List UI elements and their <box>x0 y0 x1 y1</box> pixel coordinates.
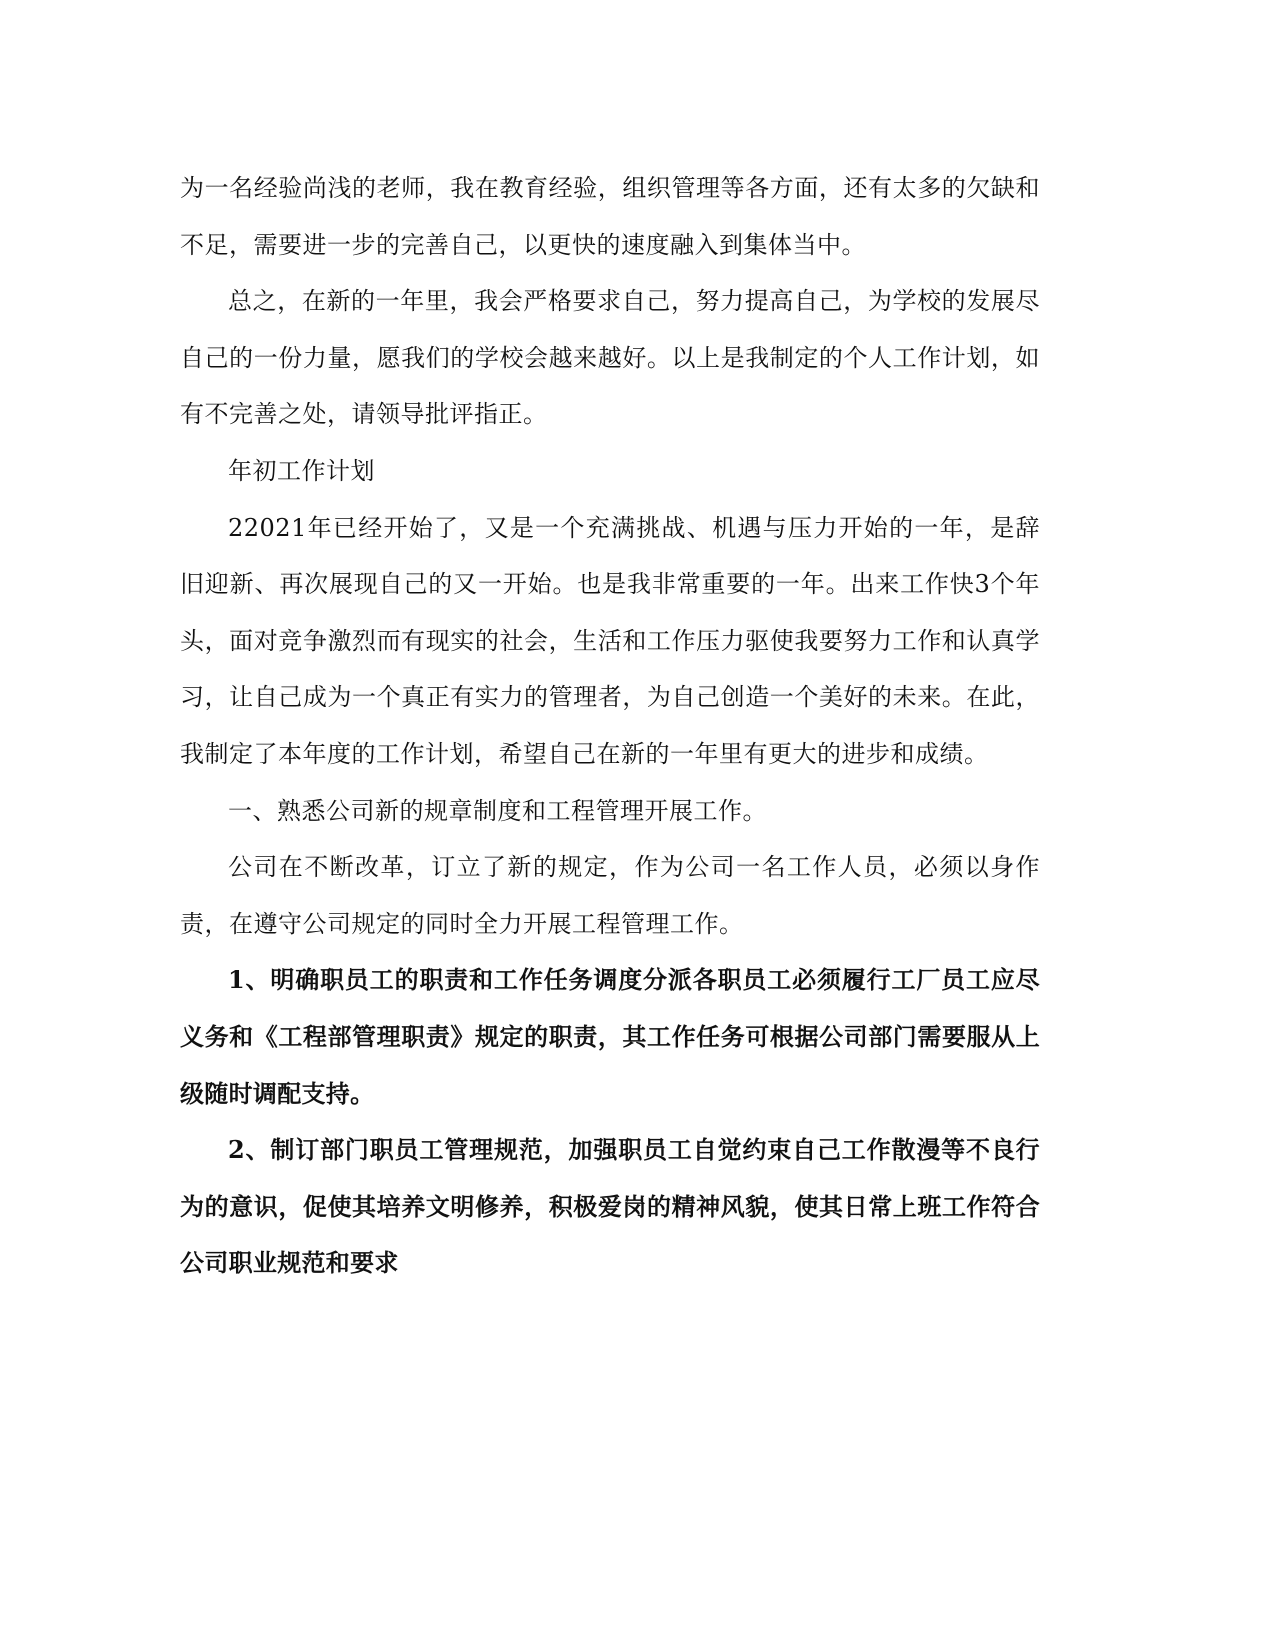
list-item-2: 2、制订部门职员工管理规范，加强职员工自觉约束自己工作散漫等不良行为的意识，促使其培养文明修养，积极爱岗的精神风貌，使其日常上班工作符合公司职业规范和要求 <box>180 1135 1040 1278</box>
paragraph-conclusion: 总之，在新的一年里，我会严格要求自己，努力提高自己，为学校的发展尽自己的一份力量，愿我们的学校会越来越好。以上是我制定的个人工作计划，如有不完善之处，请领导批评指正。 <box>180 287 1040 429</box>
document-body <box>180 160 1040 1292</box>
paragraph-intro: 22021年已经开始了，又是一个充满挑战、机遇与压力开始的一年，是辞旧迎新、再次展现自己的又一开始。也是我非常重要的一年。出来工作快3个年头，面对竞争激烈而有现实的社会，生活和工作压力驱使我要努力工作和认真学习，让自己成为一个真正有实力的管理者，为自己创造一个美好的未来。在此，我制定了本年度的工作计划，希望自己在新的一年里有更大的进步和成绩。 <box>180 513 1040 768</box>
subsection-heading: 一、熟悉公司新的规章制度和工程管理开展工作。 <box>228 796 767 825</box>
paragraph-body: 公司在不断改革，订立了新的规定，作为公司一名工作人员，必须以身作责，在遵守公司规定的同时全力开展工程管理工作。 <box>180 853 1040 938</box>
section-heading: 年初工作计划 <box>228 456 375 485</box>
paragraph-continuation: 为一名经验尚浅的老师，我在教育经验，组织管理等各方面，还有太多的欠缺和不足，需要进一步的完善自己，以更快的速度融入到集体当中。 <box>180 174 1040 259</box>
list-item-1: 1、明确职员工的职责和工作任务调度分派各职员工必须履行工厂员工应尽义务和《工程部管理职责》规定的职责，其工作任务可根据公司部门需要服从上级随时调配支持。 <box>180 965 1040 1108</box>
